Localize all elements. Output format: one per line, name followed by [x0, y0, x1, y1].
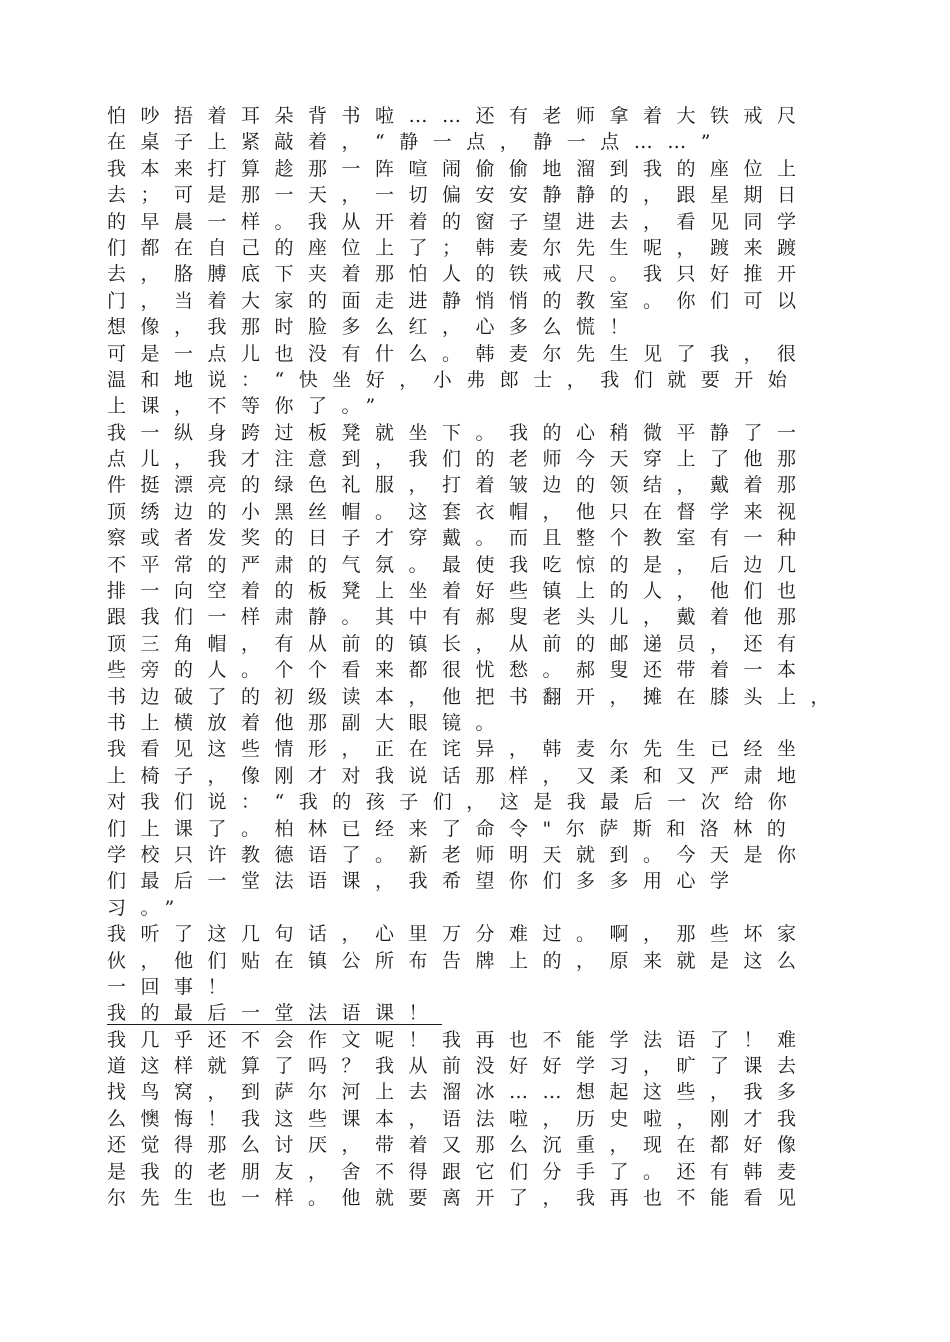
text-line: 上课，不等你了。”: [107, 395, 390, 418]
text-line: 些旁的人。个个看来都很忧愁。郝叟还带着一本: [107, 659, 811, 682]
text-line: 我本来打算趁那一阵喧闹偷偷地溜到我的座位上: [107, 157, 811, 180]
text-line: 可是一点儿也没有什么。韩麦尔先生见了我，很: [107, 342, 811, 365]
text-line: 们上课了。柏林已经来了命令"尔萨斯和洛林的: [107, 817, 801, 840]
text-line: 习。”: [107, 896, 189, 919]
underlined-heading-line: [107, 1000, 847, 1026]
text-line: 我一纵身跨过板凳就坐下。我的心稍微平静了一: [107, 421, 811, 444]
text-line: 不平常的严肃的气氛。最使我吃惊的是，后边几: [107, 553, 811, 576]
underlined-heading: 我的最后一堂法语课！: [107, 1002, 443, 1025]
text-line: 顶绣边的小黑丝帽。这套衣帽，他只在督学来视: [107, 500, 811, 523]
text-line: 么懊悔！我这些课本，语法啦，历史啦，刚才我: [107, 1107, 811, 1130]
text-line: 们都在自己的座位上了；韩麦尔先生呢，踱来踱: [107, 236, 811, 259]
text-line: 顶三角帽，有从前的镇长，从前的邮递员，还有: [107, 632, 811, 655]
text-line: 们最后一堂法语课，我希望你们多多用心学: [107, 870, 744, 893]
text-line: 去，胳膊底下夹着那怕人的铁戒尺。我只好推开: [107, 263, 811, 286]
text-line: 我看见这些情形，正在诧异，韩麦尔先生已经坐: [107, 738, 811, 761]
text-line: 还觉得那么讨厌，带着又那么沉重，现在都好像: [107, 1134, 811, 1157]
text-line: 一回事！: [107, 975, 242, 998]
text-line: 在桌子上紧敲着，“静一点，静一点……”: [107, 131, 725, 154]
text-line: 想像，我那时脸多么红，心多么慌！: [107, 316, 644, 339]
text-line: 上椅子，像刚才对我说话那样，又柔和又严肃地: [107, 764, 811, 787]
text-line: 温和地说：“快坐好，小弗郎士，我们就要开始: [107, 368, 802, 391]
text-line: 对我们说：“我的孩子们，这是我最后一次给你: [107, 791, 802, 814]
text-line: 排一向空着的板凳上坐着好些镇上的人，他们也: [107, 580, 811, 603]
text-line: 学校只许教德语了。新老师明天就到。今天是你: [107, 843, 811, 866]
text-line: 书上横放着他那副大眼镜。: [107, 711, 510, 734]
text-line: 尔先生也一样。他就要离开了，我再也不能看见: [107, 1187, 811, 1210]
text-line: 跟我们一样肃静。其中有郝叟老头儿，戴着他那: [107, 606, 811, 629]
text-line: 点儿，我才注意到，我们的老师今天穿上了他那: [107, 448, 811, 471]
text-line: 我听了这几句话，心里万分难过。啊，那些坏家: [107, 923, 811, 946]
text-line: 找鸟窝，到萨尔河上去溜冰……想起这些，我多: [107, 1081, 811, 1104]
text-line: 门，当着大家的面走进静悄悄的教室。你们可以: [107, 289, 811, 312]
text-line: 件挺漂亮的绿色礼服，打着皱边的领结，戴着那: [107, 474, 811, 497]
document-body: [107, 103, 847, 1211]
text-line: 道这样就算了吗？我从前没好好学习，旷了课去: [107, 1055, 811, 1078]
text-line: 伙，他们贴在镇公所布告牌上的，原来就是这么: [107, 949, 811, 972]
text-line: 的早晨一样。我从开着的窗子望进去，看见同学: [107, 210, 811, 233]
text-line: 去；可是那一天，一切偏安安静静的，跟星期日: [107, 184, 811, 207]
text-line: 察或者发奖的日子才穿戴。而且整个教室有一种: [107, 527, 811, 550]
text-line: 我几乎还不会作文呢！我再也不能学法语了！难: [107, 1028, 811, 1051]
text-line: 怕吵捂着耳朵背书啦……还有老师拿着大铁戒尺: [107, 105, 811, 127]
text-line: 是我的老朋友，舍不得跟它们分手了。还有韩麦: [107, 1160, 811, 1183]
text-line: 书边破了的初级读本，他把书翻开，摊在膝头上，: [107, 685, 845, 708]
